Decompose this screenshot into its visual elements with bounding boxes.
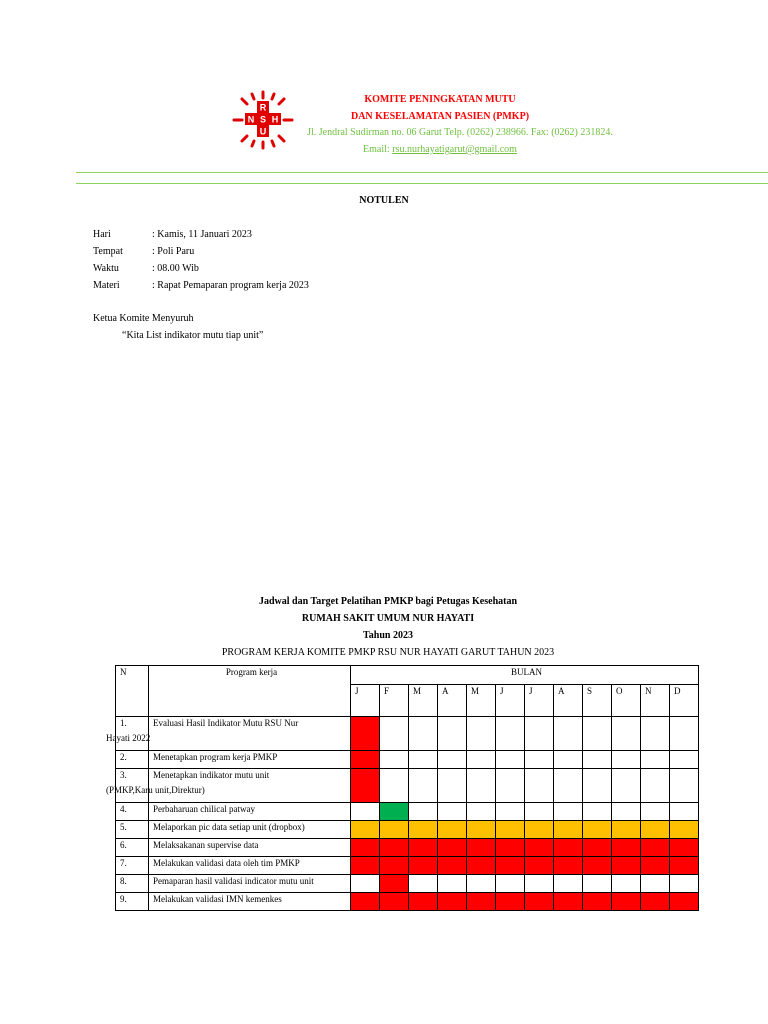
month-cell xyxy=(612,893,641,911)
row-program: Melaporkan pic data setiap unit (dropbox) xyxy=(149,821,351,839)
month-cell xyxy=(438,821,467,839)
month-cell xyxy=(351,769,380,803)
month-cell xyxy=(670,875,699,893)
month-cell xyxy=(641,893,670,911)
month-cell xyxy=(612,717,641,751)
logo-letter: S xyxy=(259,114,267,125)
info-label: Tempat xyxy=(93,246,123,257)
month-cell xyxy=(496,803,525,821)
month-cell xyxy=(438,803,467,821)
month-cell xyxy=(670,751,699,769)
month-cell xyxy=(670,839,699,857)
month-cell xyxy=(641,857,670,875)
month-cell xyxy=(583,875,612,893)
month-cell xyxy=(351,839,380,857)
month-header: M xyxy=(409,684,438,716)
month-cell xyxy=(351,875,380,893)
month-cell xyxy=(467,717,496,751)
row-number-cell xyxy=(116,751,149,769)
row-number-cell xyxy=(116,821,149,839)
info-row xyxy=(93,260,309,277)
month-cell xyxy=(554,893,583,911)
header-rule-top xyxy=(76,172,768,173)
month-cell xyxy=(670,769,699,803)
month-cell xyxy=(380,769,409,803)
month-cell xyxy=(467,857,496,875)
table-row xyxy=(116,769,699,803)
row-number-cell xyxy=(116,875,149,893)
row-number-cell xyxy=(106,717,151,751)
month-header: S xyxy=(583,684,612,716)
month-cell xyxy=(467,769,496,803)
row-program: Melaksakanan supervise data xyxy=(149,839,351,857)
row-number-cell xyxy=(106,769,205,803)
month-cell xyxy=(438,769,467,803)
month-cell xyxy=(380,875,409,893)
month-cell xyxy=(583,821,612,839)
month-header: M xyxy=(467,684,496,716)
month-cell xyxy=(641,839,670,857)
info-value: : 08.00 Wib xyxy=(152,263,199,274)
row-number: 2. xyxy=(120,752,127,762)
month-header: J xyxy=(496,684,525,716)
month-cell xyxy=(525,717,554,751)
row-program: Perbaharuan chilical patway xyxy=(149,803,351,821)
month-cell xyxy=(496,839,525,857)
header-rule-bottom xyxy=(76,183,768,184)
table-row xyxy=(116,857,699,875)
month-cell xyxy=(467,875,496,893)
month-cell xyxy=(496,875,525,893)
row-number: 3. xyxy=(120,770,127,780)
month-cell xyxy=(670,821,699,839)
month-cell xyxy=(583,717,612,751)
month-cell xyxy=(496,751,525,769)
info-block xyxy=(93,226,309,294)
month-cell xyxy=(351,717,380,751)
month-cell xyxy=(641,821,670,839)
month-cell xyxy=(496,857,525,875)
month-cell xyxy=(380,839,409,857)
row-number: 9. xyxy=(120,894,127,904)
month-cell xyxy=(612,751,641,769)
month-cell xyxy=(380,821,409,839)
month-cell xyxy=(554,769,583,803)
email-label: Email: xyxy=(363,144,393,155)
month-cell xyxy=(409,857,438,875)
logo-letter: H xyxy=(271,114,279,125)
month-cell xyxy=(641,751,670,769)
header-email-line xyxy=(290,143,590,157)
month-cell xyxy=(525,751,554,769)
table-header-row xyxy=(116,666,699,685)
info-row xyxy=(93,226,309,243)
row-program: Melakukan validasi data oleh tim PMKP xyxy=(149,857,351,875)
month-cell xyxy=(554,857,583,875)
chart-title-2: RUMAH SAKIT UMUM NUR HAYATI xyxy=(301,613,475,624)
info-value: : Kamis, 11 Januari 2023 xyxy=(152,229,252,240)
month-cell xyxy=(583,751,612,769)
month-cell xyxy=(554,839,583,857)
month-cell xyxy=(380,893,409,911)
month-cell xyxy=(351,803,380,821)
month-cell xyxy=(351,857,380,875)
month-cell xyxy=(525,857,554,875)
month-cell xyxy=(496,717,525,751)
table-row xyxy=(116,893,699,911)
month-header: A xyxy=(438,684,467,716)
speaker: Ketua Komite Menyuruh xyxy=(93,313,194,324)
month-cell xyxy=(612,839,641,857)
row-program: Pemaparan hasil validasi indicator mutu unit xyxy=(149,875,351,893)
header-line2: DAN KESELAMATAN PASIEN (PMKP) xyxy=(350,111,530,122)
row-number: 6. xyxy=(120,840,127,850)
month-cell xyxy=(612,769,641,803)
month-cell xyxy=(409,751,438,769)
month-cell xyxy=(641,769,670,803)
row-number-cell xyxy=(116,803,149,821)
month-cell xyxy=(409,803,438,821)
table-row xyxy=(116,821,699,839)
month-cell xyxy=(467,893,496,911)
month-cell xyxy=(641,875,670,893)
month-cell xyxy=(670,893,699,911)
month-cell xyxy=(525,821,554,839)
month-cell xyxy=(351,751,380,769)
month-cell xyxy=(583,893,612,911)
month-cell xyxy=(380,717,409,751)
row-number: 1. xyxy=(120,718,127,728)
month-cell xyxy=(438,839,467,857)
logo-letter: U xyxy=(259,126,267,137)
month-cell xyxy=(438,717,467,751)
month-header: F xyxy=(380,684,409,716)
row-number: 4. xyxy=(120,804,127,814)
month-cell xyxy=(496,893,525,911)
month-cell xyxy=(467,839,496,857)
quote: “Kita List indikator mutu tiap unit” xyxy=(122,330,264,341)
table-row xyxy=(116,803,699,821)
logo-letter: N xyxy=(247,114,255,125)
info-row xyxy=(93,277,309,294)
month-cell xyxy=(641,803,670,821)
chart-title-4: PROGRAM KERJA KOMITE PMKP RSU NUR HAYATI GARUT TAHUN 2023 xyxy=(221,647,555,658)
month-cell xyxy=(351,893,380,911)
month-cell xyxy=(525,769,554,803)
month-cell xyxy=(670,803,699,821)
info-label: Materi xyxy=(93,280,120,291)
month-cell xyxy=(438,893,467,911)
month-cell xyxy=(554,717,583,751)
chart-title-1: Jadwal dan Target Pelatihan PMKP bagi Petugas Kesehatan xyxy=(258,596,518,607)
month-cell xyxy=(409,893,438,911)
header-line1: KOMITE PENINGKATAN MUTU xyxy=(364,94,516,105)
info-value: : Poli Paru xyxy=(152,246,195,257)
month-cell xyxy=(583,857,612,875)
row-number: 8. xyxy=(120,876,127,886)
month-cell xyxy=(583,839,612,857)
month-cell xyxy=(438,751,467,769)
table-row xyxy=(116,839,699,857)
month-cell xyxy=(583,769,612,803)
header-address: Jl. Jendral Sudirman no. 06 Garut Telp. (0262) 238966. Fax: (0262) 231824. xyxy=(307,127,613,138)
month-cell xyxy=(525,893,554,911)
chart-title-3: Tahun 2023 xyxy=(363,630,413,641)
month-cell xyxy=(409,769,438,803)
month-cell xyxy=(380,803,409,821)
row-number: 7. xyxy=(120,858,127,868)
row-number-cell xyxy=(116,857,149,875)
info-label: Hari xyxy=(93,229,111,240)
month-cell xyxy=(641,717,670,751)
header-bulan: BULAN xyxy=(351,666,699,685)
doc-title: NOTULEN xyxy=(359,195,409,206)
month-cell xyxy=(670,717,699,751)
rsu-logo xyxy=(228,90,298,150)
logo-letter: R xyxy=(259,102,267,113)
month-cell xyxy=(583,803,612,821)
row-text-continuation: Hayati 2022 xyxy=(106,733,151,743)
row-program: Melakukan validasi IMN kemenkes xyxy=(149,893,351,911)
month-cell xyxy=(670,857,699,875)
row-number-cell xyxy=(116,839,149,857)
month-cell xyxy=(438,857,467,875)
info-value: : Rapat Pemaparan program kerja 2023 xyxy=(152,280,309,291)
table-row xyxy=(116,751,699,769)
info-row xyxy=(93,243,309,260)
row-number-cell xyxy=(116,893,149,911)
month-header: O xyxy=(612,684,641,716)
table-row xyxy=(116,875,699,893)
month-cell xyxy=(612,821,641,839)
program-schedule-table xyxy=(106,665,699,911)
row-text-continuation: (PMKP,Karu unit,Direktur) xyxy=(106,785,205,795)
month-header: A xyxy=(554,684,583,716)
month-cell xyxy=(525,803,554,821)
table-row xyxy=(116,717,699,751)
month-cell xyxy=(525,839,554,857)
month-cell xyxy=(612,857,641,875)
month-cell xyxy=(554,821,583,839)
month-cell xyxy=(409,717,438,751)
row-program: Evaluasi Hasil Indikator Mutu RSU Nur xyxy=(149,717,351,751)
month-cell xyxy=(467,803,496,821)
month-cell xyxy=(467,751,496,769)
email-link[interactable]: rsu.nurhayatigarut@gmail.com xyxy=(392,144,517,155)
month-cell xyxy=(380,857,409,875)
month-cell xyxy=(525,875,554,893)
month-cell xyxy=(554,875,583,893)
month-cell xyxy=(554,803,583,821)
month-header: N xyxy=(641,684,670,716)
month-cell xyxy=(351,821,380,839)
month-cell xyxy=(409,839,438,857)
month-cell xyxy=(496,769,525,803)
row-number: 5. xyxy=(120,822,127,832)
month-cell xyxy=(496,821,525,839)
month-cell xyxy=(409,875,438,893)
month-cell xyxy=(612,803,641,821)
month-header: J xyxy=(351,684,380,716)
row-program: Menetapkan indikator mutu unit xyxy=(149,769,351,803)
month-cell xyxy=(438,875,467,893)
header-no: N xyxy=(116,666,149,717)
row-program: Menetapkan program kerja PMKP xyxy=(149,751,351,769)
month-cell xyxy=(409,821,438,839)
month-cell xyxy=(467,821,496,839)
header-program: Program kerja xyxy=(149,666,351,717)
month-cell xyxy=(554,751,583,769)
month-cell xyxy=(380,751,409,769)
month-header: D xyxy=(670,684,699,716)
month-cell xyxy=(612,875,641,893)
info-label: Waktu xyxy=(93,263,119,274)
month-header: J xyxy=(525,684,554,716)
